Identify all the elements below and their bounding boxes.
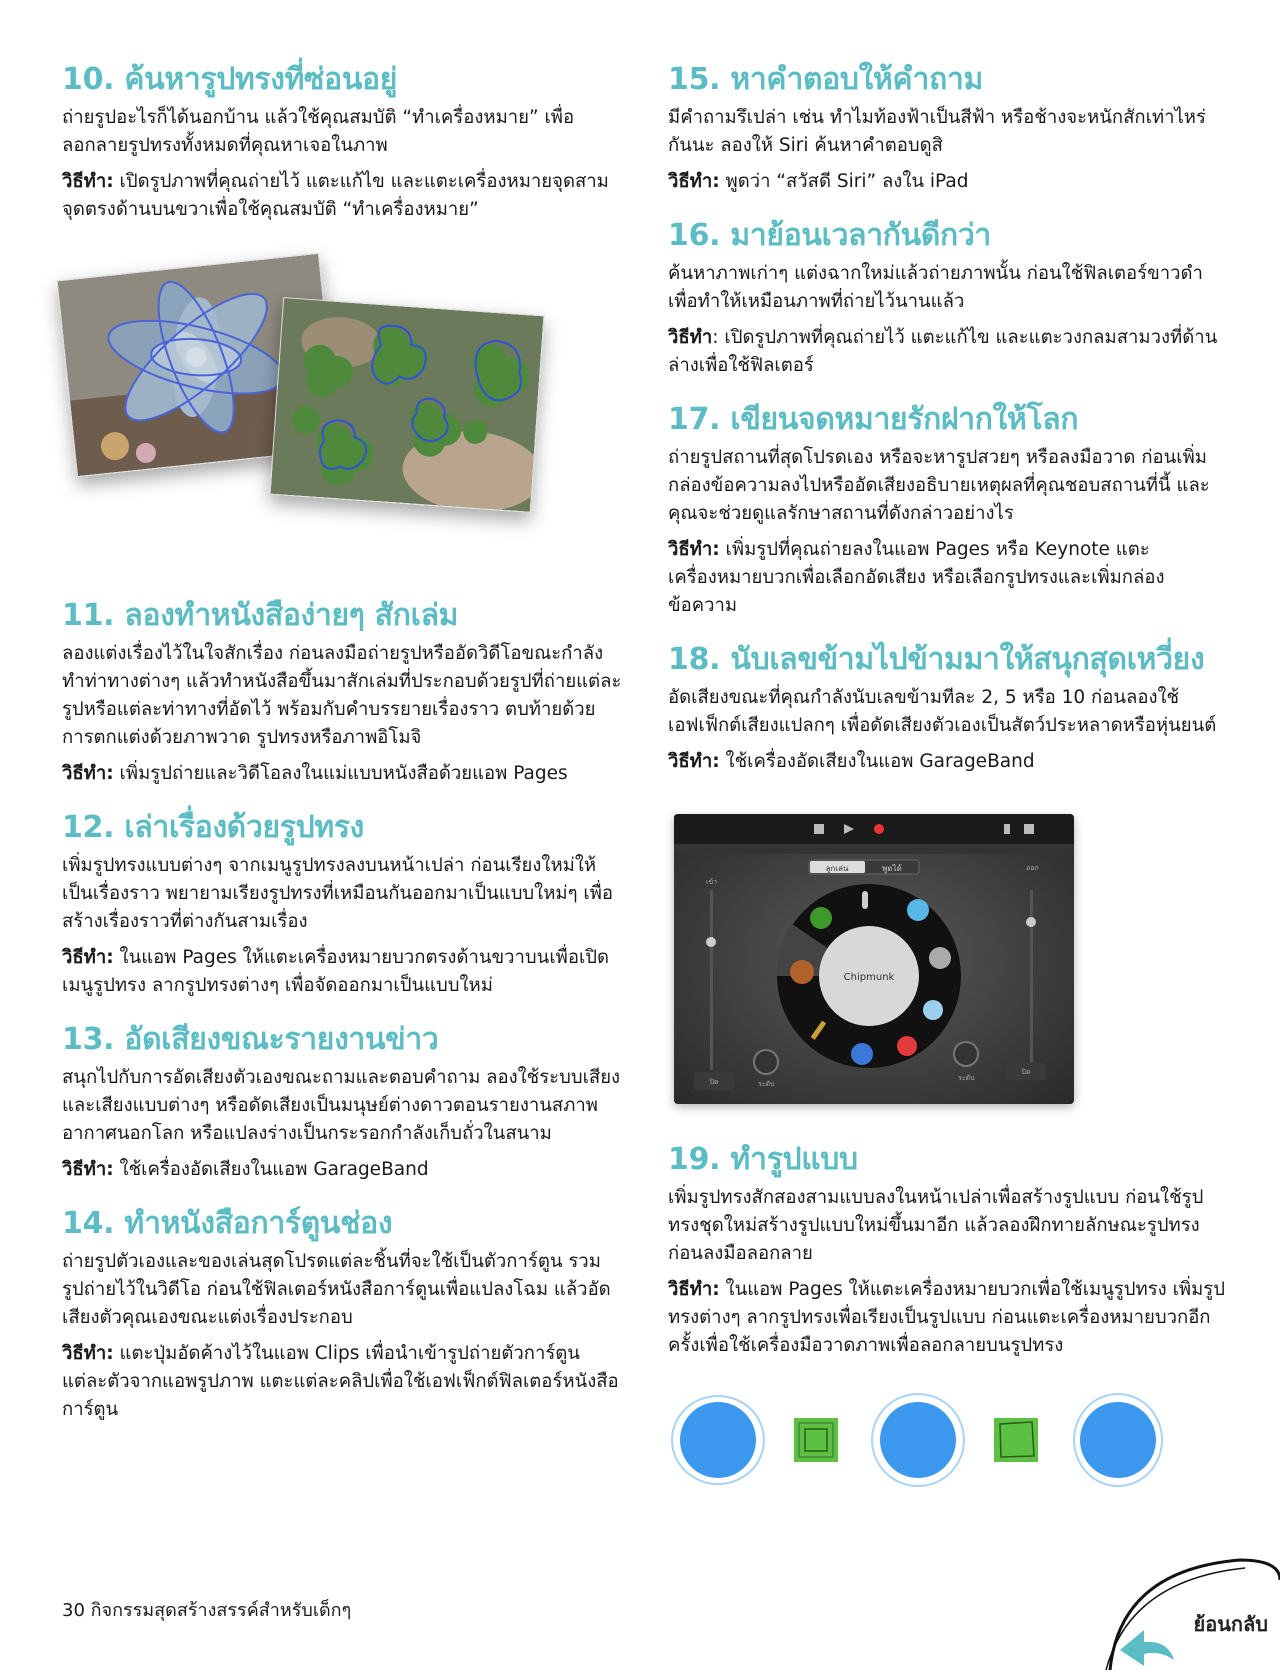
activity-18-how bbox=[668, 748, 1228, 776]
selected-voice-label: Chipmunk bbox=[843, 972, 895, 983]
activity-14-title: 14. ทำหนังสือการ์ตูนช่อง bbox=[62, 1206, 393, 1241]
activity-17-title: 17. เขียนจดหมายรักฝากให้โลก bbox=[668, 402, 1079, 437]
activity-16-title: 16. มาย้อนเวลากันดีกว่า bbox=[668, 218, 991, 253]
right-column bbox=[668, 60, 1228, 1498]
garageband-ui bbox=[674, 814, 1074, 1104]
activity-16-desc: ค้นหาภาพเก่าๆ แต่งฉากใหม่แล้วถ่ายภาพนั้น ก่อนใช้ฟิลเตอร์ขาวดำเพื่อทำให้เหมือนภาพที่ถ่ายไว้นานแล้ว bbox=[668, 263, 1203, 312]
activity-17 bbox=[668, 400, 1228, 620]
activity-10-title: 10. ค้นหารูปทรงที่ซ่อนอยู่ bbox=[62, 62, 398, 97]
activity-13 bbox=[62, 1020, 622, 1184]
how-text: เปิดรูปภาพที่คุณถ่ายไว้ แตะแก้ไข และแตะเครื่องหมายจุดสามจุดตรงด้านบนขวาเพื่อใช้คุณสมบัติ “ทำเครื่องหมาย” bbox=[62, 171, 609, 220]
square-shape-1 bbox=[794, 1418, 838, 1462]
how-label: วิธีทำ: bbox=[62, 1159, 114, 1180]
circle-shape-1 bbox=[672, 1396, 764, 1484]
activity-15-title: 15. หาคำตอบให้คำถาม bbox=[668, 62, 983, 97]
activity-11-title: 11. ลองทำหนังสือง่ายๆ สักเล่ม bbox=[62, 598, 459, 633]
how-text: ในแอพ Pages ให้แตะเครื่องหมายบวกตรงด้านขวาบนเพื่อเปิดเมนูรูปทรง ลากรูปทรงต่างๆ เพื่อจัดออกมาเป็นแบบใหม่ bbox=[62, 947, 610, 996]
page-footer: 30 กิจกรรมสุดสร้างสรรค์สำหรับเด็กๆ bbox=[62, 1600, 352, 1621]
activity-10-how bbox=[62, 168, 622, 224]
activity-18 bbox=[668, 640, 1228, 776]
garageband-screenshot bbox=[674, 814, 1074, 1104]
tab-talk: พูดได้ bbox=[882, 864, 902, 873]
right-bottom-button: ปิด bbox=[1021, 1068, 1031, 1076]
how-text: เพิ่มรูปที่คุณถ่ายลงในแอพ Pages หรือ Keynote แตะเครื่องหมายบวกเพื่อเลือกอัดเสียง หรือเลือกรูปทรงและเพิ่มกล่องข้อความ bbox=[668, 539, 1165, 616]
activity-19 bbox=[668, 1140, 1228, 1360]
activity-16 bbox=[668, 216, 1228, 380]
activity-15 bbox=[668, 60, 1228, 196]
activity-19-desc: เพิ่มรูปทรงสักสองสามแบบลงในหน้าเปล่าเพื่อสร้างรูปแบบ ก่อนใช้รูปทรงชุดใหม่สร้างรูปแบบใหม่ขึ้นมาอีก แล้วลองฝึกทายลักษณะรูปทรงก่อนลงมือลอกลาย bbox=[668, 1187, 1204, 1264]
activity-18-title: 18. นับเลขข้ามไปข้ามมาให้สนุกสุดเหวี่ยง bbox=[668, 642, 1205, 677]
back-arrow-icon bbox=[1120, 1630, 1174, 1666]
activity-14-how bbox=[62, 1340, 622, 1424]
activity-13-desc: สนุกไปกับการอัดเสียงตัวเองขณะถามและตอบคำถาม ลองใช้ระบบเสียงและเสียงแบบต่างๆ หรือดัดเสียงเป็นมนุษย์ต่างดาวตอนรายงานสภาพอากาศนอกโลก หรือแปลงร่างเป็นกระรอกกำลังเก็บถั่วในสนาม bbox=[62, 1067, 621, 1144]
how-text: พูดว่า “สวัสดี Siri” ลงใน iPad bbox=[719, 171, 969, 192]
how-label: วิธีทำ: bbox=[62, 171, 114, 192]
activity-12-desc: เพิ่มรูปทรงแบบต่างๆ จากเมนูรูปทรงลงบนหน้าเปล่า ก่อนเรียงใหม่ให้เป็นเรื่องราว พยายามเรียงรูปทรงที่เหมือนกันออกมาเป็นแบบใหม่ๆ เพื่อสร้างเรื่องราวที่ต่างกันสามเรื่อง bbox=[62, 855, 614, 932]
activity-13-how bbox=[62, 1156, 622, 1184]
how-text: แตะปุ่มอัดค้างไว้ในแอพ Clips เพื่อนำเข้ารูปถ่ายตัวการ์ตูนแต่ละตัวจากแอพรูปภาพ แตะแต่ละคลิปเพื่อใช้เอฟเฟ็กต์ฟิลเตอร์หนังสือการ์ตูน bbox=[62, 1343, 619, 1420]
tab-effects: ลูกเล่น bbox=[825, 864, 849, 873]
activity-12 bbox=[62, 808, 622, 1000]
how-label: วิธีทำ: bbox=[668, 1279, 720, 1300]
how-label: วิธีทำ bbox=[668, 327, 713, 348]
how-label: วิธีทำ: bbox=[668, 171, 720, 192]
activity-17-desc: ถ่ายรูปสถานที่สุดโปรดเอง หรือจะหารูปสวยๆ หรือลงมือวาด ก่อนเพิ่มกล่องข้อความลงไปหรืออัดเสียงอธิบายเหตุผลที่คุณชอบสถานที่นี้ และคุณจะช่วยดูแลรักษาสถานที่ดังกล่าวอย่างไร bbox=[668, 447, 1210, 524]
activity-19-title: 19. ทำรูปแบบ bbox=[668, 1142, 858, 1177]
shape-pattern bbox=[668, 1388, 1228, 1498]
activity-18-desc: อัดเสียงขณะที่คุณกำลังนับเลขข้ามทีละ 2, 5 หรือ 10 ก่อนลองใช้เอฟเฟ็กต์เสียงแปลกๆ เพื่อดัดเสียงตัวเองเป็นสัตว์ประหลาดหรือหุ่นยนต์ bbox=[668, 687, 1217, 736]
activity-13-title: 13. อัดเสียงขณะรายงานข่าว bbox=[62, 1022, 439, 1057]
clover-photo bbox=[269, 297, 544, 513]
how-text: ใช้เครื่องอัดเสียงในแอพ GarageBand bbox=[113, 1159, 429, 1180]
activity-14 bbox=[62, 1204, 622, 1424]
photo-collage bbox=[62, 244, 622, 574]
how-label: วิธีทำ: bbox=[62, 1343, 114, 1364]
circle-shape-3 bbox=[1074, 1394, 1162, 1486]
how-label: วิธีทำ: bbox=[62, 763, 114, 784]
left-slider-label: เข้า bbox=[706, 878, 718, 886]
how-label: วิธีทำ: bbox=[62, 947, 114, 968]
activity-15-how bbox=[668, 168, 1228, 196]
left-column bbox=[62, 60, 622, 1444]
knob-left-label: ระดับ bbox=[758, 1080, 775, 1088]
square-shape-2 bbox=[994, 1418, 1038, 1462]
right-slider-label: ออก bbox=[1026, 864, 1039, 872]
activity-12-how bbox=[62, 944, 622, 1000]
how-text: : เปิดรูปภาพที่คุณถ่ายไว้ แตะแก้ไข และแตะวงกลมสามวงที่ด้านล่างเพื่อใช้ฟิลเตอร์ bbox=[668, 327, 1218, 376]
activity-19-how bbox=[668, 1276, 1228, 1360]
activity-10 bbox=[62, 60, 622, 224]
back-label: ย้อนกลับ bbox=[1193, 1612, 1268, 1636]
how-label: วิธีทำ: bbox=[668, 539, 720, 560]
circle-shape-2 bbox=[872, 1394, 964, 1486]
how-text: เพิ่มรูปถ่ายและวิดีโอลงในแม่แบบหนังสือด้วยแอพ Pages bbox=[113, 763, 568, 784]
activity-12-title: 12. เล่าเรื่องด้วยรูปทรง bbox=[62, 810, 365, 845]
activity-11 bbox=[62, 596, 622, 788]
back-button[interactable] bbox=[1080, 1550, 1280, 1670]
activity-15-desc: มีคำถามรึเปล่า เช่น ทำไมท้องฟ้าเป็นสีฟ้า หรือช้างจะหนักสักเท่าไหร่กันนะ ลองให้ Siri ค้นหาคำตอบดูสิ bbox=[668, 107, 1206, 156]
activity-10-desc: ถ่ายรูปอะไรก็ได้นอกบ้าน แล้วใช้คุณสมบัติ “ทำเครื่องหมาย” เพื่อลอกลายรูปทรงทั้งหมดที่คุณหาเจอในภาพ bbox=[62, 107, 575, 156]
how-label: วิธีทำ: bbox=[668, 751, 720, 772]
activity-11-desc: ลองแต่งเรื่องไว้ในใจสักเรื่อง ก่อนลงมือถ่ายรูปหรืออัดวิดีโอขณะกำลังทำท่าทางต่างๆ แล้วทำหนังสือขึ้นมาสักเล่มที่ประกอบด้วยรูปที่ถ่ายแต่ละรูปหรือแต่ละท่าทางที่อัดไว้ พร้อมกับคำบรรยายเรื่องราว ตบท้ายด้วยการตกแต่งด้วยภาพวาด รูปทรงหรือภาพอิโมจิ bbox=[62, 643, 622, 748]
activity-14-desc: ถ่ายรูปตัวเองและของเล่นสุดโปรดแต่ละชิ้นที่จะใช้เป็นตัวการ์ตูน รวมรูปถ่ายไว้ในวิดีโอ ก่อนใช้ฟิลเตอร์หนังสือการ์ตูนเพื่อแปลงโฉม แล้วอัดเสียงตัวคุณเองขณะแต่งเรื่องประกอบ bbox=[62, 1251, 611, 1328]
how-text: ในแอพ Pages ให้แตะเครื่องหมายบวกเพื่อใช้เมนูรูปทรง เพิ่มรูปทรงต่างๆ ลากรูปทรงเพื่อเรียงเป็นรูปแบบ ก่อนแตะเครื่องหมายบวกอีกครั้งเพื่อใช้เครื่องมือวาดภาพเพื่อลอกลายบนรูปทรง bbox=[668, 1279, 1225, 1356]
activity-17-how bbox=[668, 536, 1228, 620]
activity-11-how bbox=[62, 760, 622, 788]
knob-right-label: ระดับ bbox=[958, 1074, 975, 1082]
activity-16-how bbox=[668, 324, 1228, 380]
left-bottom-button: ปิด bbox=[709, 1078, 719, 1086]
how-text: ใช้เครื่องอัดเสียงในแอพ GarageBand bbox=[719, 751, 1035, 772]
